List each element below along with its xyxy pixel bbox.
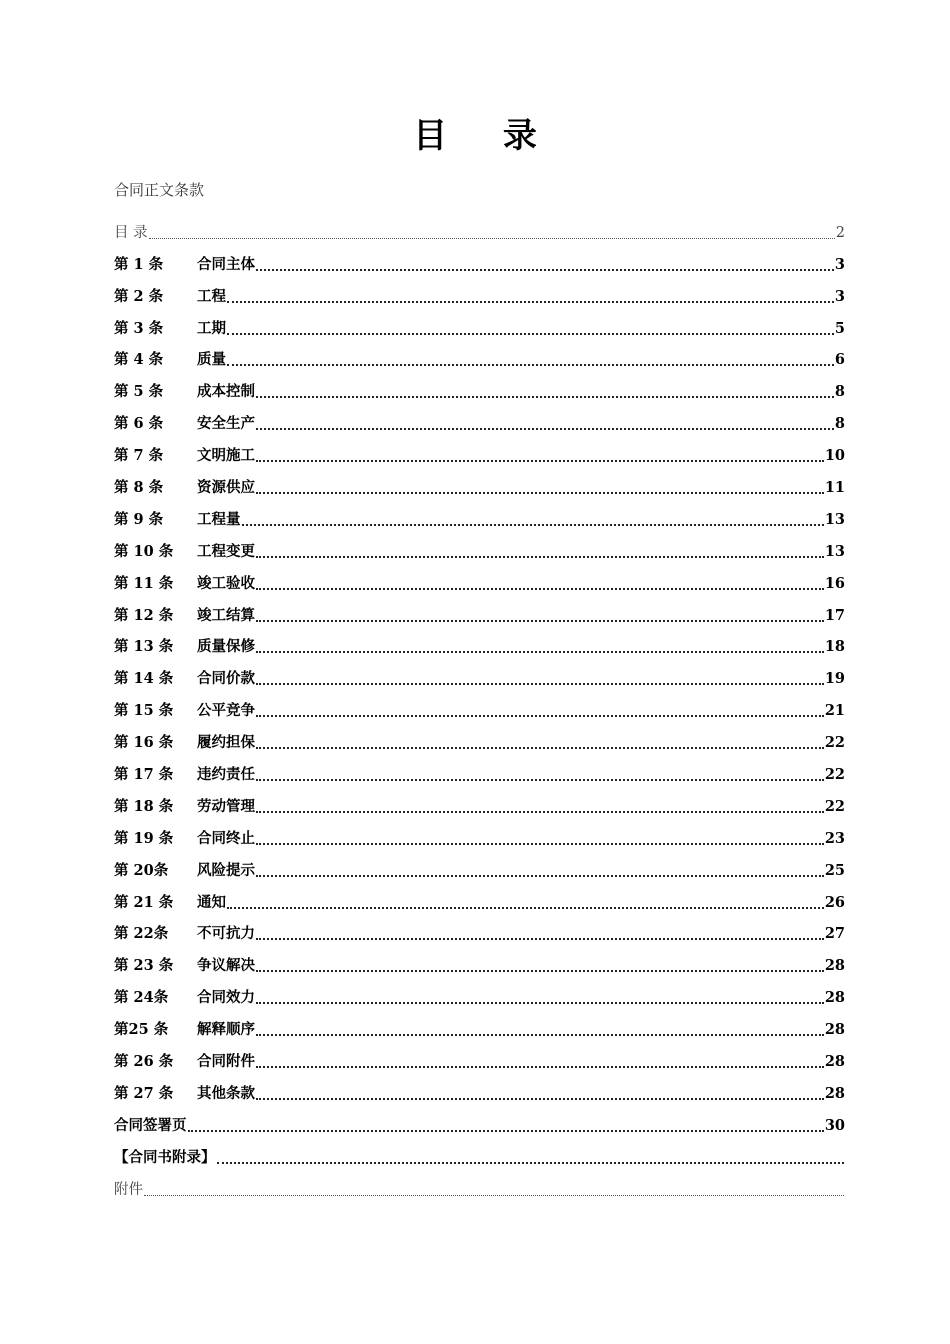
- toc-entry[interactable]: [114, 689, 845, 721]
- toc-entry-title: 质量保修: [197, 638, 255, 656]
- toc-dot-leader: [242, 524, 824, 526]
- toc-entry[interactable]: [114, 976, 845, 1008]
- toc-entry-title: 工期: [197, 319, 226, 337]
- toc-entry-page: 28: [824, 1084, 845, 1102]
- toc-entry-page: 28: [824, 1053, 845, 1071]
- toc-dot-leader: [256, 1066, 824, 1068]
- toc-dot-leader: [256, 1002, 824, 1004]
- toc-entry-page: 6: [834, 351, 845, 369]
- toc-dot-leader: [256, 715, 824, 717]
- toc-dot-leader: [227, 364, 834, 366]
- toc-dot-leader: [144, 1195, 844, 1196]
- toc-dot-leader: [256, 1034, 824, 1036]
- toc-dot-leader: [227, 333, 834, 335]
- toc-entry-page: 26: [824, 893, 845, 911]
- toc-entry-page: 19: [824, 670, 845, 688]
- toc-dot-leader: [256, 396, 834, 398]
- toc-entry-number: 第 27 条: [114, 1084, 174, 1102]
- toc-dot-leader: [256, 747, 824, 749]
- toc-dot-leader: [227, 301, 834, 303]
- toc-dot-leader: [256, 588, 824, 590]
- toc-entry-page: 13: [824, 510, 845, 528]
- toc-entry[interactable]: [114, 1072, 845, 1104]
- toc-entry-number: 第 6 条: [114, 415, 164, 433]
- toc-entry[interactable]: [114, 849, 845, 881]
- toc-entry-title: 附件: [114, 1181, 143, 1198]
- toc-dot-leader: [188, 1130, 824, 1132]
- toc-dot-leader: [227, 907, 824, 909]
- toc-entry-page: 30: [824, 1116, 845, 1134]
- toc-entry-number: 第 11 条: [114, 574, 174, 592]
- toc-entry-number: 第 14 条: [114, 670, 174, 688]
- toc-entry-number: 第 15 条: [114, 702, 174, 720]
- toc-dot-leader: [256, 460, 824, 462]
- toc-entry-page: 10: [824, 447, 845, 465]
- toc-entry-number: 第 9 条: [114, 510, 164, 528]
- toc-dot-leader: [149, 238, 835, 239]
- toc-entry-page: 23: [824, 829, 845, 847]
- toc-entry-title: 劳动管理: [197, 797, 255, 815]
- toc-entry-title: 合同主体: [197, 255, 255, 273]
- toc-entry-title: 合同签署页: [114, 1116, 187, 1134]
- toc-entry-page: 25: [824, 861, 845, 879]
- toc-entry-page: 2: [835, 224, 845, 241]
- toc-entry-title: 合同附件: [197, 1053, 255, 1071]
- toc-entry[interactable]: [114, 944, 845, 976]
- toc-entry-title: 其他条款: [197, 1084, 255, 1102]
- toc-entry[interactable]: [114, 1104, 845, 1136]
- toc-entry-title: 通知: [197, 893, 226, 911]
- toc-entry-page: 22: [824, 797, 845, 815]
- toc-entry[interactable]: [114, 370, 845, 402]
- toc-dot-leader: [256, 492, 824, 494]
- toc-entry-number: 第 26 条: [114, 1053, 174, 1071]
- toc-entry-title: 合同终止: [197, 829, 255, 847]
- toc-entry[interactable]: [114, 913, 845, 945]
- toc-entry-title: 文明施工: [197, 447, 255, 465]
- toc-entry-number: 第 18 条: [114, 797, 174, 815]
- toc-entry[interactable]: [114, 498, 845, 530]
- toc-entry-number: 第 13 条: [114, 638, 174, 656]
- table-of-contents: [114, 211, 845, 1200]
- toc-dot-leader: [256, 269, 834, 271]
- toc-entry-page: 16: [824, 574, 845, 592]
- toc-entry-page: 28: [824, 989, 845, 1007]
- toc-entry[interactable]: [114, 211, 845, 243]
- toc-entry-title: 目 录: [114, 224, 148, 241]
- toc-entry-number: 第 24条: [114, 989, 169, 1007]
- toc-entry-page: 22: [824, 766, 845, 784]
- toc-entry-page: 28: [824, 1021, 845, 1039]
- toc-entry-number: 第 21 条: [114, 893, 174, 911]
- toc-entry-number: 第 20条: [114, 861, 169, 879]
- toc-entry[interactable]: [114, 1136, 845, 1168]
- toc-entry[interactable]: [114, 1008, 845, 1040]
- toc-entry-number: 第 1 条: [114, 255, 164, 273]
- toc-entry-title: 违约责任: [197, 766, 255, 784]
- toc-entry-title: 安全生产: [197, 415, 255, 433]
- toc-entry-number: 第 4 条: [114, 351, 164, 369]
- page-title: 目 录: [413, 116, 559, 156]
- toc-dot-leader: [256, 843, 824, 845]
- toc-dot-leader: [217, 1162, 845, 1164]
- toc-entry[interactable]: [114, 1168, 845, 1200]
- toc-dot-leader: [256, 556, 824, 558]
- toc-entry[interactable]: [114, 275, 845, 307]
- toc-dot-leader: [256, 779, 824, 781]
- toc-entry-number: 第 16 条: [114, 734, 174, 752]
- section-heading: 合同正文条款: [114, 181, 205, 199]
- toc-entry-page: 3: [834, 287, 845, 305]
- toc-entry-page: 13: [824, 542, 845, 560]
- toc-entry-page: 3: [834, 255, 845, 273]
- toc-entry-title: 工程: [197, 287, 226, 305]
- toc-entry-title: 工程量: [197, 510, 241, 528]
- toc-entry-page: 22: [824, 734, 845, 752]
- toc-entry[interactable]: [114, 753, 845, 785]
- toc-entry-number: 第 2 条: [114, 287, 164, 305]
- toc-entry[interactable]: [114, 785, 845, 817]
- toc-entry-page: 11: [824, 479, 845, 497]
- toc-entry-title: 公平竞争: [197, 702, 255, 720]
- toc-entry-page: 21: [824, 702, 845, 720]
- toc-entry[interactable]: [114, 1040, 845, 1072]
- toc-entry[interactable]: [114, 434, 845, 466]
- toc-entry[interactable]: [114, 530, 845, 562]
- toc-entry-page: 27: [824, 925, 845, 943]
- toc-entry-number: 第 8 条: [114, 479, 164, 497]
- toc-dot-leader: [256, 1098, 824, 1100]
- toc-dot-leader: [256, 811, 824, 813]
- toc-entry-number: 第 12 条: [114, 606, 174, 624]
- toc-entry-title: 工程变更: [197, 542, 255, 560]
- toc-entry[interactable]: [114, 721, 845, 753]
- toc-entry-title: 竣工验收: [197, 574, 255, 592]
- toc-entry[interactable]: [114, 881, 845, 913]
- toc-entry-number: 第 10 条: [114, 542, 174, 560]
- toc-entry-page: 17: [824, 606, 845, 624]
- toc-entry-title: 【合同书附录】: [114, 1148, 216, 1166]
- toc-entry-title: 不可抗力: [197, 925, 255, 943]
- toc-entry-title: 竣工结算: [197, 606, 255, 624]
- toc-dot-leader: [256, 683, 824, 685]
- toc-entry-title: 合同价款: [197, 670, 255, 688]
- toc-entry[interactable]: [114, 562, 845, 594]
- toc-entry[interactable]: [114, 817, 845, 849]
- toc-entry-title: 解释顺序: [197, 1021, 255, 1039]
- toc-entry-title: 合同效力: [197, 989, 255, 1007]
- toc-entry-title: 风险提示: [197, 861, 255, 879]
- toc-entry-page: 28: [824, 957, 845, 975]
- toc-entry-title: 履约担保: [197, 734, 255, 752]
- toc-entry-number: 第 19 条: [114, 829, 174, 847]
- toc-entry[interactable]: [114, 657, 845, 689]
- toc-entry-number: 第 3 条: [114, 319, 164, 337]
- toc-entry-page: 5: [834, 319, 845, 337]
- toc-entry-title: 争议解决: [197, 957, 255, 975]
- toc-dot-leader: [256, 651, 824, 653]
- toc-entry-number: 第 22条: [114, 925, 169, 943]
- toc-dot-leader: [256, 875, 824, 877]
- toc-entry[interactable]: [114, 626, 845, 658]
- toc-dot-leader: [256, 970, 824, 972]
- toc-dot-leader: [256, 428, 834, 430]
- toc-entry-title: 成本控制: [197, 383, 255, 401]
- toc-entry[interactable]: [114, 466, 845, 498]
- toc-entry[interactable]: [114, 402, 845, 434]
- toc-entry-page: 8: [834, 415, 845, 433]
- toc-entry[interactable]: [114, 339, 845, 371]
- toc-entry[interactable]: [114, 243, 845, 275]
- toc-entry[interactable]: [114, 594, 845, 626]
- toc-dot-leader: [256, 620, 824, 622]
- toc-entry-number: 第 5 条: [114, 383, 164, 401]
- toc-entry-title: 质量: [197, 351, 226, 369]
- toc-entry-number: 第 23 条: [114, 957, 174, 975]
- toc-entry-number: 第 17 条: [114, 766, 174, 784]
- toc-entry-page: 8: [834, 383, 845, 401]
- toc-dot-leader: [256, 938, 824, 940]
- toc-entry-number: 第 7 条: [114, 447, 164, 465]
- toc-entry-page: 18: [824, 638, 845, 656]
- toc-entry-number: 第25 条: [114, 1021, 169, 1039]
- toc-entry[interactable]: [114, 307, 845, 339]
- toc-entry-title: 资源供应: [197, 479, 255, 497]
